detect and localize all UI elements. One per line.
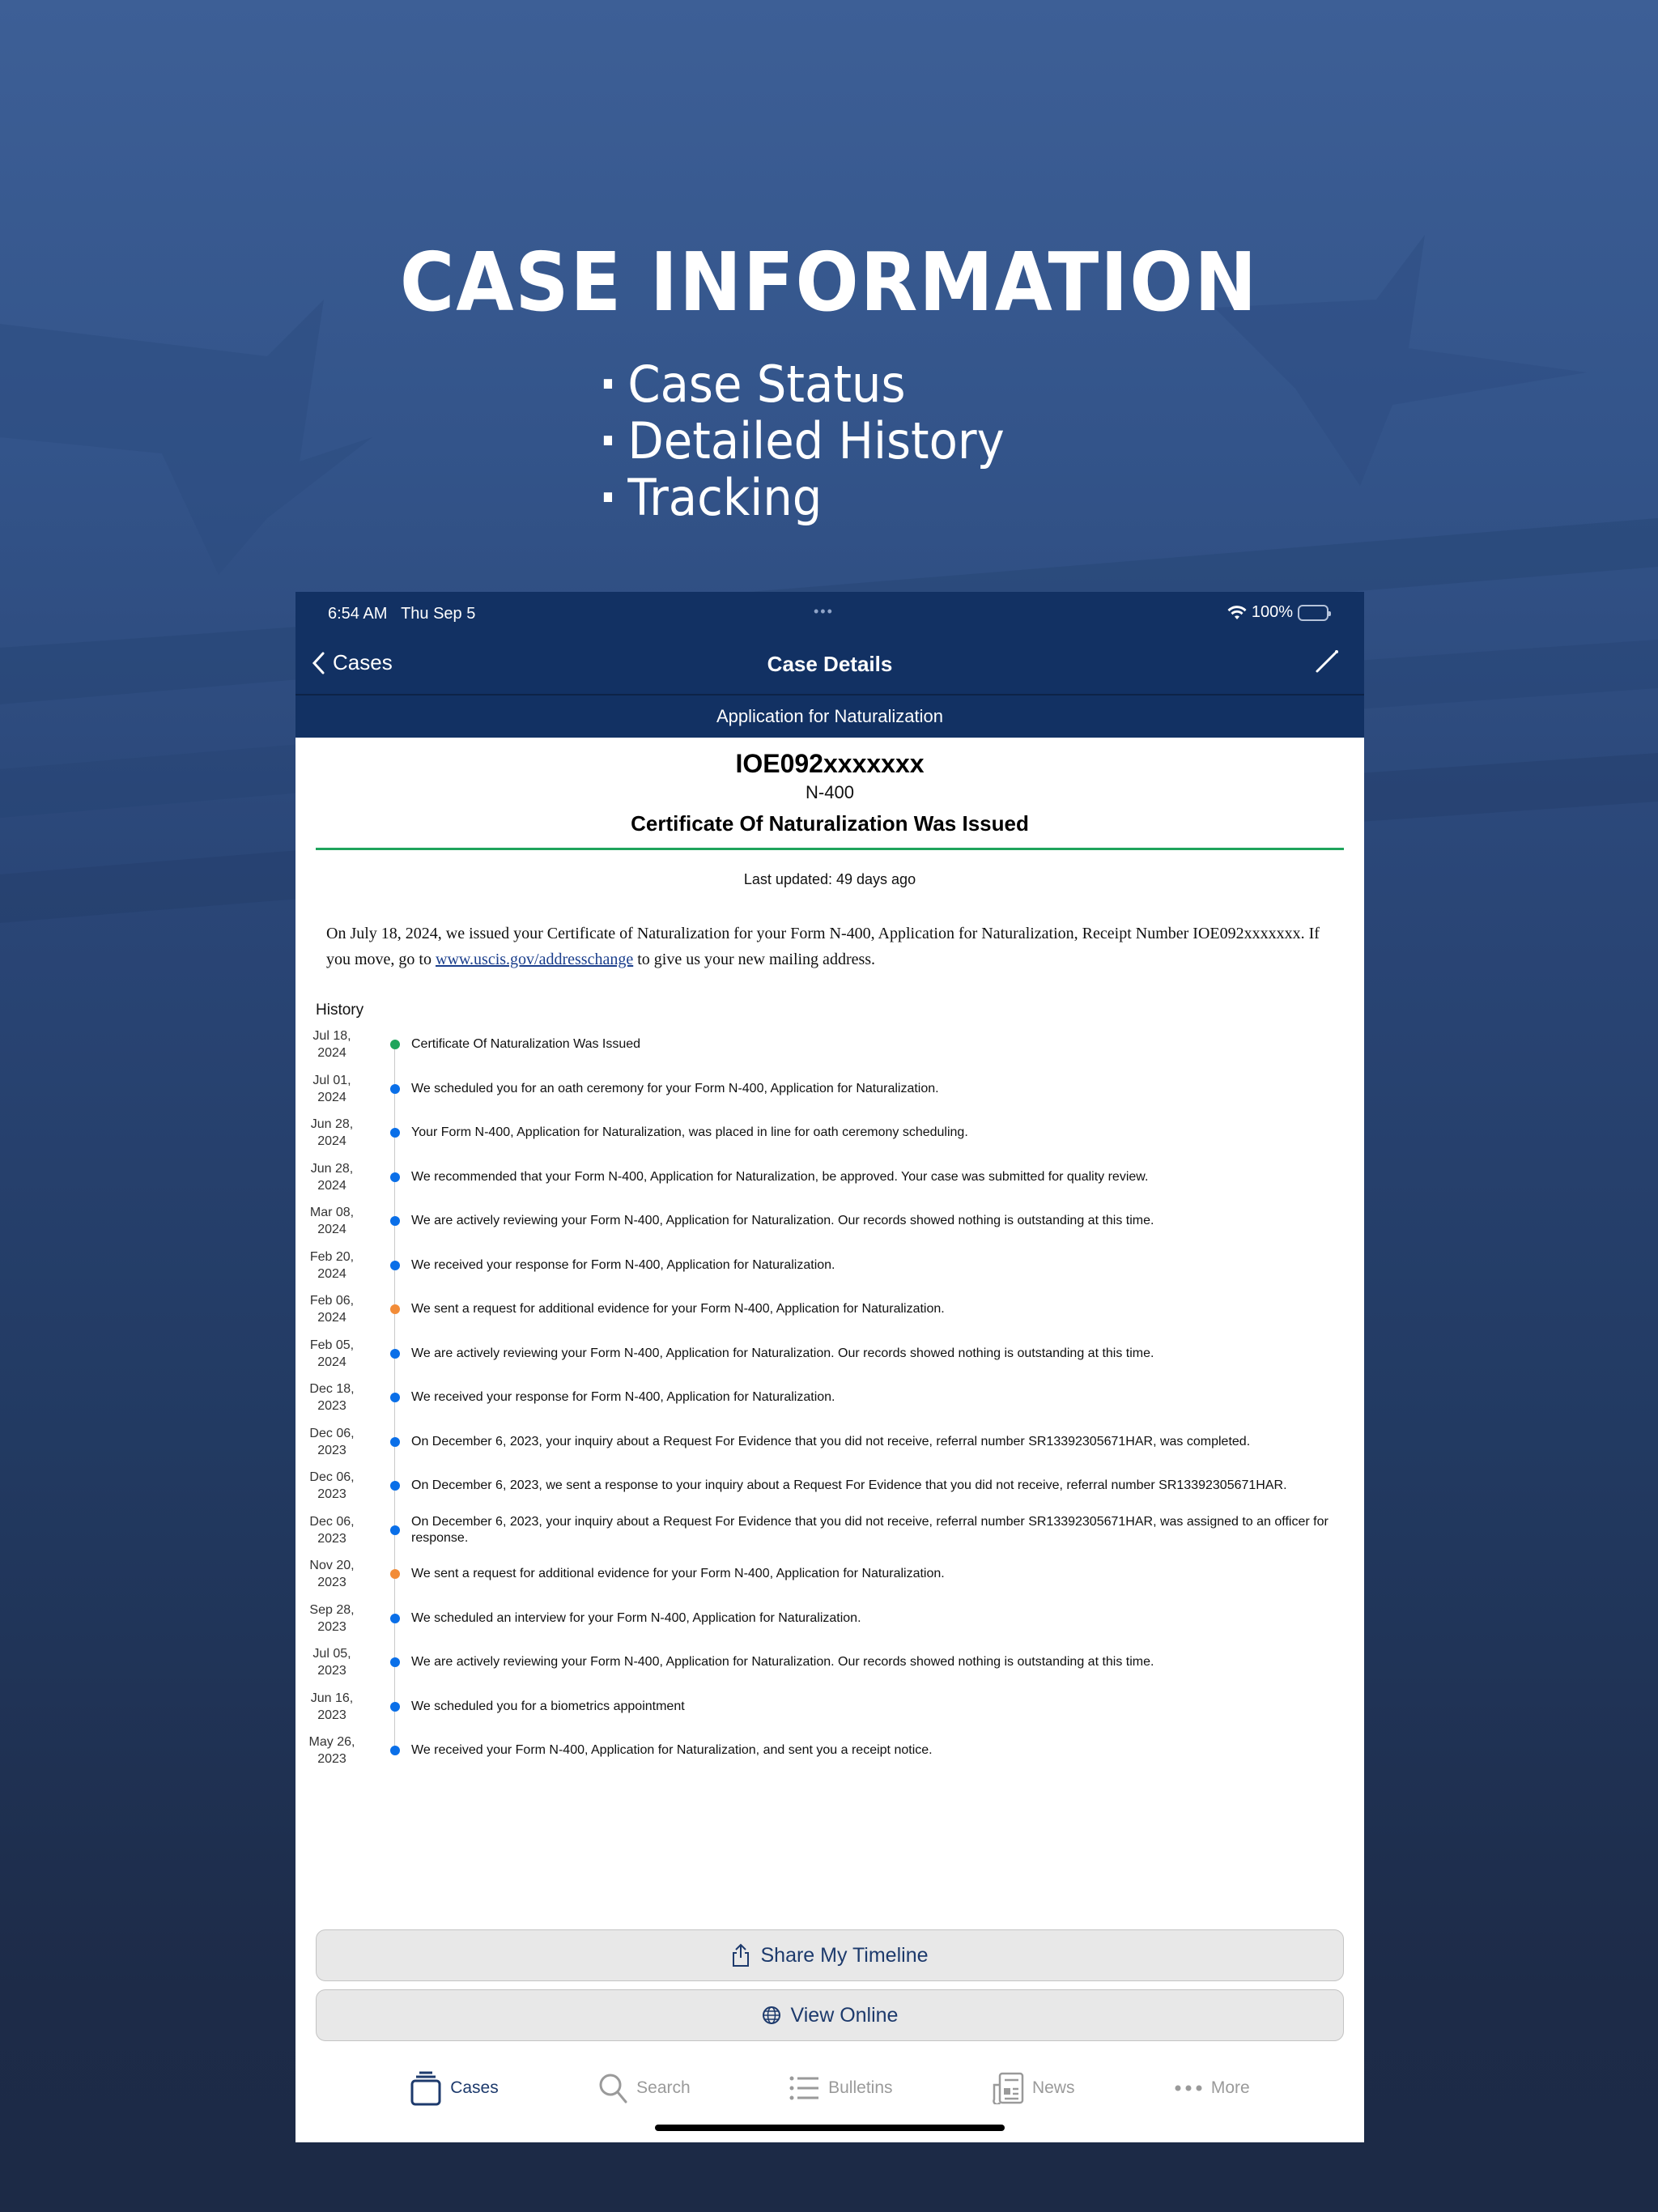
history-item (295, 1552, 1364, 1597)
history-item (295, 1685, 1364, 1729)
list-icon (789, 2075, 820, 2101)
status-dot-icon (390, 1128, 400, 1138)
history-text: We received your response for Form N-400, Application for Naturalization. (411, 1390, 835, 1405)
hero-title: CASE INFORMATION (399, 235, 1259, 330)
history-item (295, 1640, 1364, 1685)
status-dot-icon (390, 1569, 400, 1579)
hero-bullet-list (599, 356, 1035, 526)
history-text: We sent a request for additional evidence for your Form N-400, Application for Naturalization. (411, 1302, 945, 1317)
view-online-button[interactable] (316, 1989, 1344, 2041)
history-text: We sent a request for additional evidence for your Form N-400, Application for Naturalization. (411, 1567, 945, 1581)
status-color-bar (316, 848, 1344, 850)
home-indicator[interactable] (655, 2125, 1005, 2131)
history-date: Sep 28, 2023 (309, 1602, 355, 1634)
cases-icon (410, 2070, 442, 2106)
history-text: We are actively reviewing your Form N-400, Application for Naturalization. Our records showed nothing is outstanding at this time. (411, 1346, 1154, 1360)
wifi-icon (1227, 605, 1247, 621)
multitasking-dots-icon[interactable]: ••• (814, 603, 834, 619)
status-time: 6:54 AM Thu Sep 5 (328, 605, 476, 623)
history-text: Your Form N-400, Application for Naturalization, was placed in line for oath ceremony scheduling. (411, 1125, 968, 1140)
status-dot-icon (390, 1040, 400, 1049)
globe-icon (762, 2006, 781, 2025)
history-item (295, 1067, 1364, 1112)
tab-bulletins[interactable]: Bulletins (789, 2064, 892, 2112)
hero-bullet-detailed-history: · Detailed History (599, 413, 1005, 470)
status-dot-icon (390, 1525, 400, 1535)
history-date: Jun 28, 2024 (310, 1161, 354, 1193)
tab-cases[interactable]: Cases (410, 2064, 499, 2112)
history-text: On December 6, 2023, we sent a response to your inquiry about a Request For Evidence that you did not receive, referral number SR13392305671HAR. (411, 1478, 1287, 1493)
status-dot-icon (390, 1614, 400, 1623)
status-dot-icon (390, 1746, 400, 1755)
history-item (295, 1729, 1364, 1773)
history-item (295, 1111, 1364, 1155)
back-button-label: Cases (333, 650, 393, 674)
page-title: Case Details (767, 652, 893, 676)
history-text: We are actively reviewing your Form N-400, Application for Naturalization. Our records showed nothing is outstanding at this time. (411, 1214, 1154, 1228)
history-date: Jun 28, 2024 (310, 1117, 354, 1149)
battery-percent: 100% (1251, 603, 1293, 621)
navigation-bar (295, 634, 1364, 696)
tab-bar (295, 2064, 1364, 2112)
history-item (295, 1420, 1364, 1465)
status-dot-icon (390, 1657, 400, 1667)
share-icon (731, 1943, 750, 1967)
share-timeline-label: Share My Timeline (760, 1943, 929, 1967)
status-dot-icon (390, 1702, 400, 1712)
history-item (295, 1464, 1364, 1508)
view-online-label: View Online (790, 2003, 899, 2027)
history-date: Feb 06, 2024 (309, 1294, 355, 1325)
tab-search[interactable]: Search (597, 2064, 691, 2112)
history-date: Dec 06, 2023 (309, 1470, 355, 1502)
history-text: On December 6, 2023, your inquiry about a Request For Evidence that you did not receive, referral number SR13392305671HAR, was assigned to an officer for response. (411, 1514, 1329, 1545)
history-text: We scheduled you for a biometrics appointment (411, 1699, 685, 1713)
last-updated: Last updated: 49 days ago (743, 871, 916, 887)
case-summary (295, 738, 1364, 836)
history-date: May 26, 2023 (308, 1735, 355, 1767)
status-dot-icon (390, 1216, 400, 1226)
search-icon (597, 2072, 628, 2104)
status-dot-icon (390, 1349, 400, 1359)
history-date: Dec 06, 2023 (309, 1514, 355, 1546)
history-date: Dec 06, 2023 (309, 1426, 355, 1457)
history-date: Mar 08, 2024 (309, 1206, 355, 1237)
history-text: Certificate Of Naturalization Was Issued (411, 1037, 641, 1052)
history-item (295, 1199, 1364, 1244)
status-bar (295, 592, 1364, 634)
status-dot-icon (390, 1437, 400, 1447)
form-type: N-400 (806, 782, 854, 802)
status-dot-icon (390, 1304, 400, 1314)
history-date: Feb 05, 2024 (309, 1338, 355, 1369)
history-text: We recommended that your Form N-400, Application for Naturalization, be approved. Your case was submitted for quality review. (411, 1169, 1149, 1184)
status-dot-icon (390, 1481, 400, 1491)
history-item (295, 1597, 1364, 1641)
history-text: We received your Form N-400, Application for Naturalization, and sent you a receipt notice. (411, 1743, 933, 1758)
address-change-link[interactable]: www.uscis.gov/addresschange (436, 951, 634, 968)
history-heading: History (316, 1002, 364, 1019)
history-text: We scheduled you for an oath ceremony for your Form N-400, Application for Naturalization. (411, 1081, 939, 1095)
share-timeline-button[interactable] (316, 1929, 1344, 1981)
hero-bullet-tracking: · Tracking (599, 470, 1005, 526)
status-dot-icon (390, 1172, 400, 1182)
history-item (295, 1332, 1364, 1376)
history-item (295, 1023, 1364, 1067)
history-date: Dec 18, 2023 (309, 1382, 355, 1414)
history-text: We are actively reviewing your Form N-400, Application for Naturalization. Our records showed nothing is outstanding at this time. (411, 1655, 1154, 1670)
history-item (295, 1376, 1364, 1420)
status-dot-icon (390, 1261, 400, 1270)
case-status-title: Certificate Of Naturalization Was Issued (631, 811, 1029, 836)
history-text: On December 6, 2023, your inquiry about a Request For Evidence that you did not receive, referral number SR13392305671HAR, was completed. (411, 1434, 1251, 1448)
case-status-description: On July 18, 2024, we issued your Certificate of Naturalization for your Form N-400, Application for Naturalization, Receipt Number IOE092xxxxxxx. If you move, go to www.uscis.gov/addresschange to give us your new mailing address. (326, 925, 1320, 968)
tab-more[interactable]: More (1174, 2064, 1250, 2112)
hero-bullet-case-status: · Case Status (599, 356, 1005, 413)
history-date: Jun 16, 2023 (310, 1691, 354, 1722)
news-icon (992, 2072, 1024, 2104)
ipad-screen (295, 592, 1364, 2142)
status-dot-icon (390, 1084, 400, 1094)
more-icon (1174, 2084, 1203, 2092)
receipt-number: IOE092xxxxxxx (735, 749, 925, 778)
edit-button[interactable] (1314, 649, 1340, 678)
history-date: Feb 20, 2024 (309, 1249, 355, 1281)
battery-icon (1298, 605, 1329, 621)
history-item (295, 1287, 1364, 1332)
tab-news[interactable]: News (992, 2064, 1075, 2112)
history-date: Jul 05, 2023 (312, 1647, 351, 1678)
history-date: Nov 20, 2023 (309, 1559, 355, 1590)
history-timeline (295, 1023, 1364, 1773)
history-item (295, 1155, 1364, 1200)
history-item (295, 1508, 1364, 1553)
history-text: We received your response for Form N-400, Application for Naturalization. (411, 1257, 835, 1272)
history-date: Jul 18, 2024 (312, 1029, 351, 1061)
history-item (295, 1244, 1364, 1288)
status-dot-icon (390, 1393, 400, 1402)
history-text: We scheduled an interview for your Form N-400, Application for Naturalization. (411, 1610, 861, 1625)
history-date: Jul 01, 2024 (312, 1073, 351, 1104)
pencil-icon (1314, 649, 1340, 674)
application-type-header: Application for Naturalization (295, 696, 1364, 738)
